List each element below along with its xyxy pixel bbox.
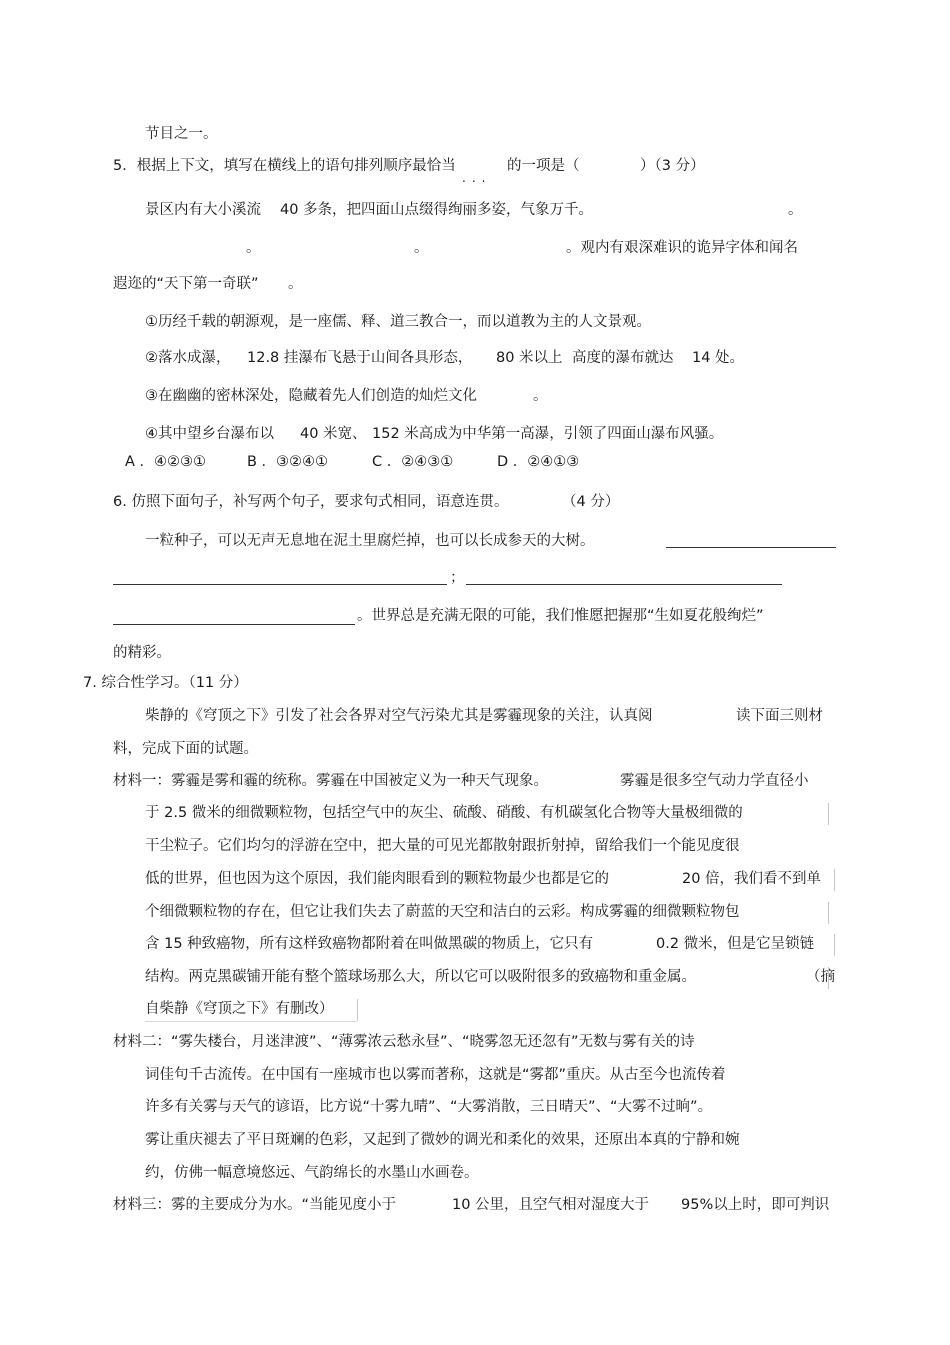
q5-passage-line3: 遐迩的“天下第一奇联”: [113, 276, 259, 292]
choice-b: B ．③②④①: [247, 454, 329, 470]
question-5-prompt-cont: 的一项是（: [507, 158, 580, 174]
q5-option-2-cont: 14 处。: [692, 350, 745, 366]
q5-option-4-cont: 152 米高成为中华第一高瀑，引领了四面山瀑布风骚。: [372, 426, 724, 442]
material-1-line: 20 倍，我们看不到单: [682, 871, 822, 887]
question-6-score: （4 分）: [562, 494, 620, 510]
question-6-prompt: 6. 仿照下面句子，补写两个句子，要求句式相同，语意连贯。: [113, 494, 509, 510]
material-1-line: 干尘粒子。它们均匀的浮游在空中，把大量的可见光都散射跟折射掉，留给我们一个能见度很: [145, 838, 740, 854]
q6-sentence-end: 。世界总是充满无限的可能，我们惟愿把握那“生如夏花般绚烂”: [357, 608, 764, 624]
q5-option-3-end: 。: [533, 388, 548, 404]
material-2-line: 材料二：“雾失楼台，月迷津渡”、“薄雾浓云愁永昼”、“晓雾忽无还忽有”无数与雾有关的诗: [113, 1034, 695, 1050]
scan-artifact: [828, 902, 829, 924]
choice-c: C ．②④③①: [372, 454, 454, 470]
scan-artifact: [828, 967, 829, 989]
scan-artifact: [828, 803, 829, 825]
q5-blank-period: 。: [788, 202, 803, 218]
choice-d: D ．②④①③: [497, 454, 580, 470]
material-1-line: 材料一：雾霾是雾和霾的统称。雾霾在中国被定义为一种天气现象。: [113, 773, 548, 789]
material-3-line: 10 公里，且空气相对湿度大于: [452, 1197, 650, 1213]
q5-passage-end: 。观内有艰深难识的诡异字体和闻名: [566, 240, 798, 256]
material-2-line: 词佳句千古流传。在中国有一座城市也以雾而著称，这就是“雾都”重庆。从古至今也流传着: [145, 1067, 726, 1083]
material-1-line: 个细微颗粒物的存在，但它让我们失去了蔚蓝的天空和洁白的云彩。构成雾霾的细微颗粒物包: [145, 904, 740, 920]
q6-example-sentence: 一粒种子，可以无声无息地在泥土里腐烂掉，也可以长成参天的大树。: [145, 533, 595, 549]
material-3-line: 材料三：雾的主要成分为水。“当能见度小于: [113, 1197, 397, 1213]
q6-answer-blank[interactable]: [113, 624, 355, 625]
scan-artifact: [357, 999, 358, 1021]
q5-option-4-cont: 40 米宽、: [300, 426, 367, 442]
q5-option-2: ②落水成瀑，: [145, 350, 231, 366]
q7-intro-cont: 读下面三则材: [736, 708, 823, 724]
q5-blank-period: 。: [288, 276, 303, 292]
material-1-source: 自柴静《穹顶之下》有删改）: [145, 1001, 334, 1017]
q6-answer-blank[interactable]: [666, 547, 836, 548]
paragraph-fragment: 节目之一。: [145, 126, 218, 142]
question-5-score: ）（3 分）: [640, 158, 705, 174]
q5-option-3: ③在幽幽的密林深处，隐藏着先人们创造的灿烂文化: [145, 388, 477, 404]
question-7-title: 7. 综合性学习。（11 分）: [83, 675, 248, 691]
material-2-line: 雾让重庆褪去了平日斑斓的色彩，又起到了微妙的调光和柔化的效果，还原出本真的宁静和婉: [145, 1132, 740, 1148]
q6-sentence-end-cont: 的精彩。: [113, 645, 171, 661]
q5-blank-period: 。: [246, 240, 261, 256]
q5-option-2-cont: 高度的瀑布就达: [572, 350, 674, 366]
emphasis-dots: ...: [462, 171, 492, 185]
scan-artifact: [145, 1021, 357, 1022]
material-1-line: 结构。两克黑碳铺开能有整个篮球场那么大，所以它可以吸附很多的致癌物和重金属。: [145, 969, 696, 985]
material-3-line: 95%以上时，即可判识: [681, 1197, 830, 1213]
q5-option-4: ④其中望乡台瀑布以: [145, 426, 274, 442]
q5-option-1: ①历经千载的朝源观，是一座儒、释、道三教合一，而以道教为主的人文景观。: [145, 314, 651, 330]
q6-semicolon: ；: [450, 570, 465, 586]
material-1-line: 雾霾是很多空气动力学直径小: [620, 773, 809, 789]
material-1-line: 含 15 种致癌物，所有这样致癌物都附着在叫做黑碳的物质上，它只有: [145, 936, 594, 952]
scan-artifact: [834, 934, 835, 956]
material-2-line: 约，仿佛一幅意境悠远、气韵绵长的水墨山水画卷。: [145, 1165, 479, 1181]
material-2-line: 许多有关雾与天气的谚语，比方说“十雾九晴”、“大雾消散，三日晴天”、“大雾不过晌”。: [145, 1099, 713, 1115]
scan-artifact: [834, 869, 835, 891]
q7-intro-line2: 料，完成下面的试题。: [113, 741, 258, 757]
q5-option-2-cont: 12.8 挂瀑布飞悬于山间各具形态，: [247, 350, 473, 366]
question-5-prompt: 5．根据上下文，填写在横线上的语句排列顺序最恰当: [113, 158, 456, 174]
material-1-line: 0.2 微米，但是它呈锁链: [656, 936, 815, 952]
q5-passage-start: 景区内有大小溪流: [145, 202, 261, 218]
q5-passage-cont: 40 多条，把四面山点缀得绚丽多姿，气象万千。: [280, 202, 594, 218]
material-1-line: 于 2.5 微米的细微颗粒物，包括空气中的灰尘、硫酸、硝酸、有机碳氢化合物等大量极细微的: [145, 805, 743, 821]
material-1-line: 低的世界，但也因为这个原因，我们能肉眼看到的颗粒物最少也都是它的: [145, 871, 609, 887]
q6-answer-blank[interactable]: [113, 584, 447, 585]
choice-a: A ．④②③①: [125, 454, 207, 470]
q7-intro: 柴静的《穹顶之下》引发了社会各界对空气污染尤其是雾霾现象的关注，认真阅: [145, 708, 653, 724]
q5-option-2-cont: 80 米以上: [496, 350, 563, 366]
material-1-line: （摘: [806, 969, 835, 985]
q5-blank-period: 。: [414, 240, 429, 256]
q6-answer-blank[interactable]: [466, 584, 782, 585]
